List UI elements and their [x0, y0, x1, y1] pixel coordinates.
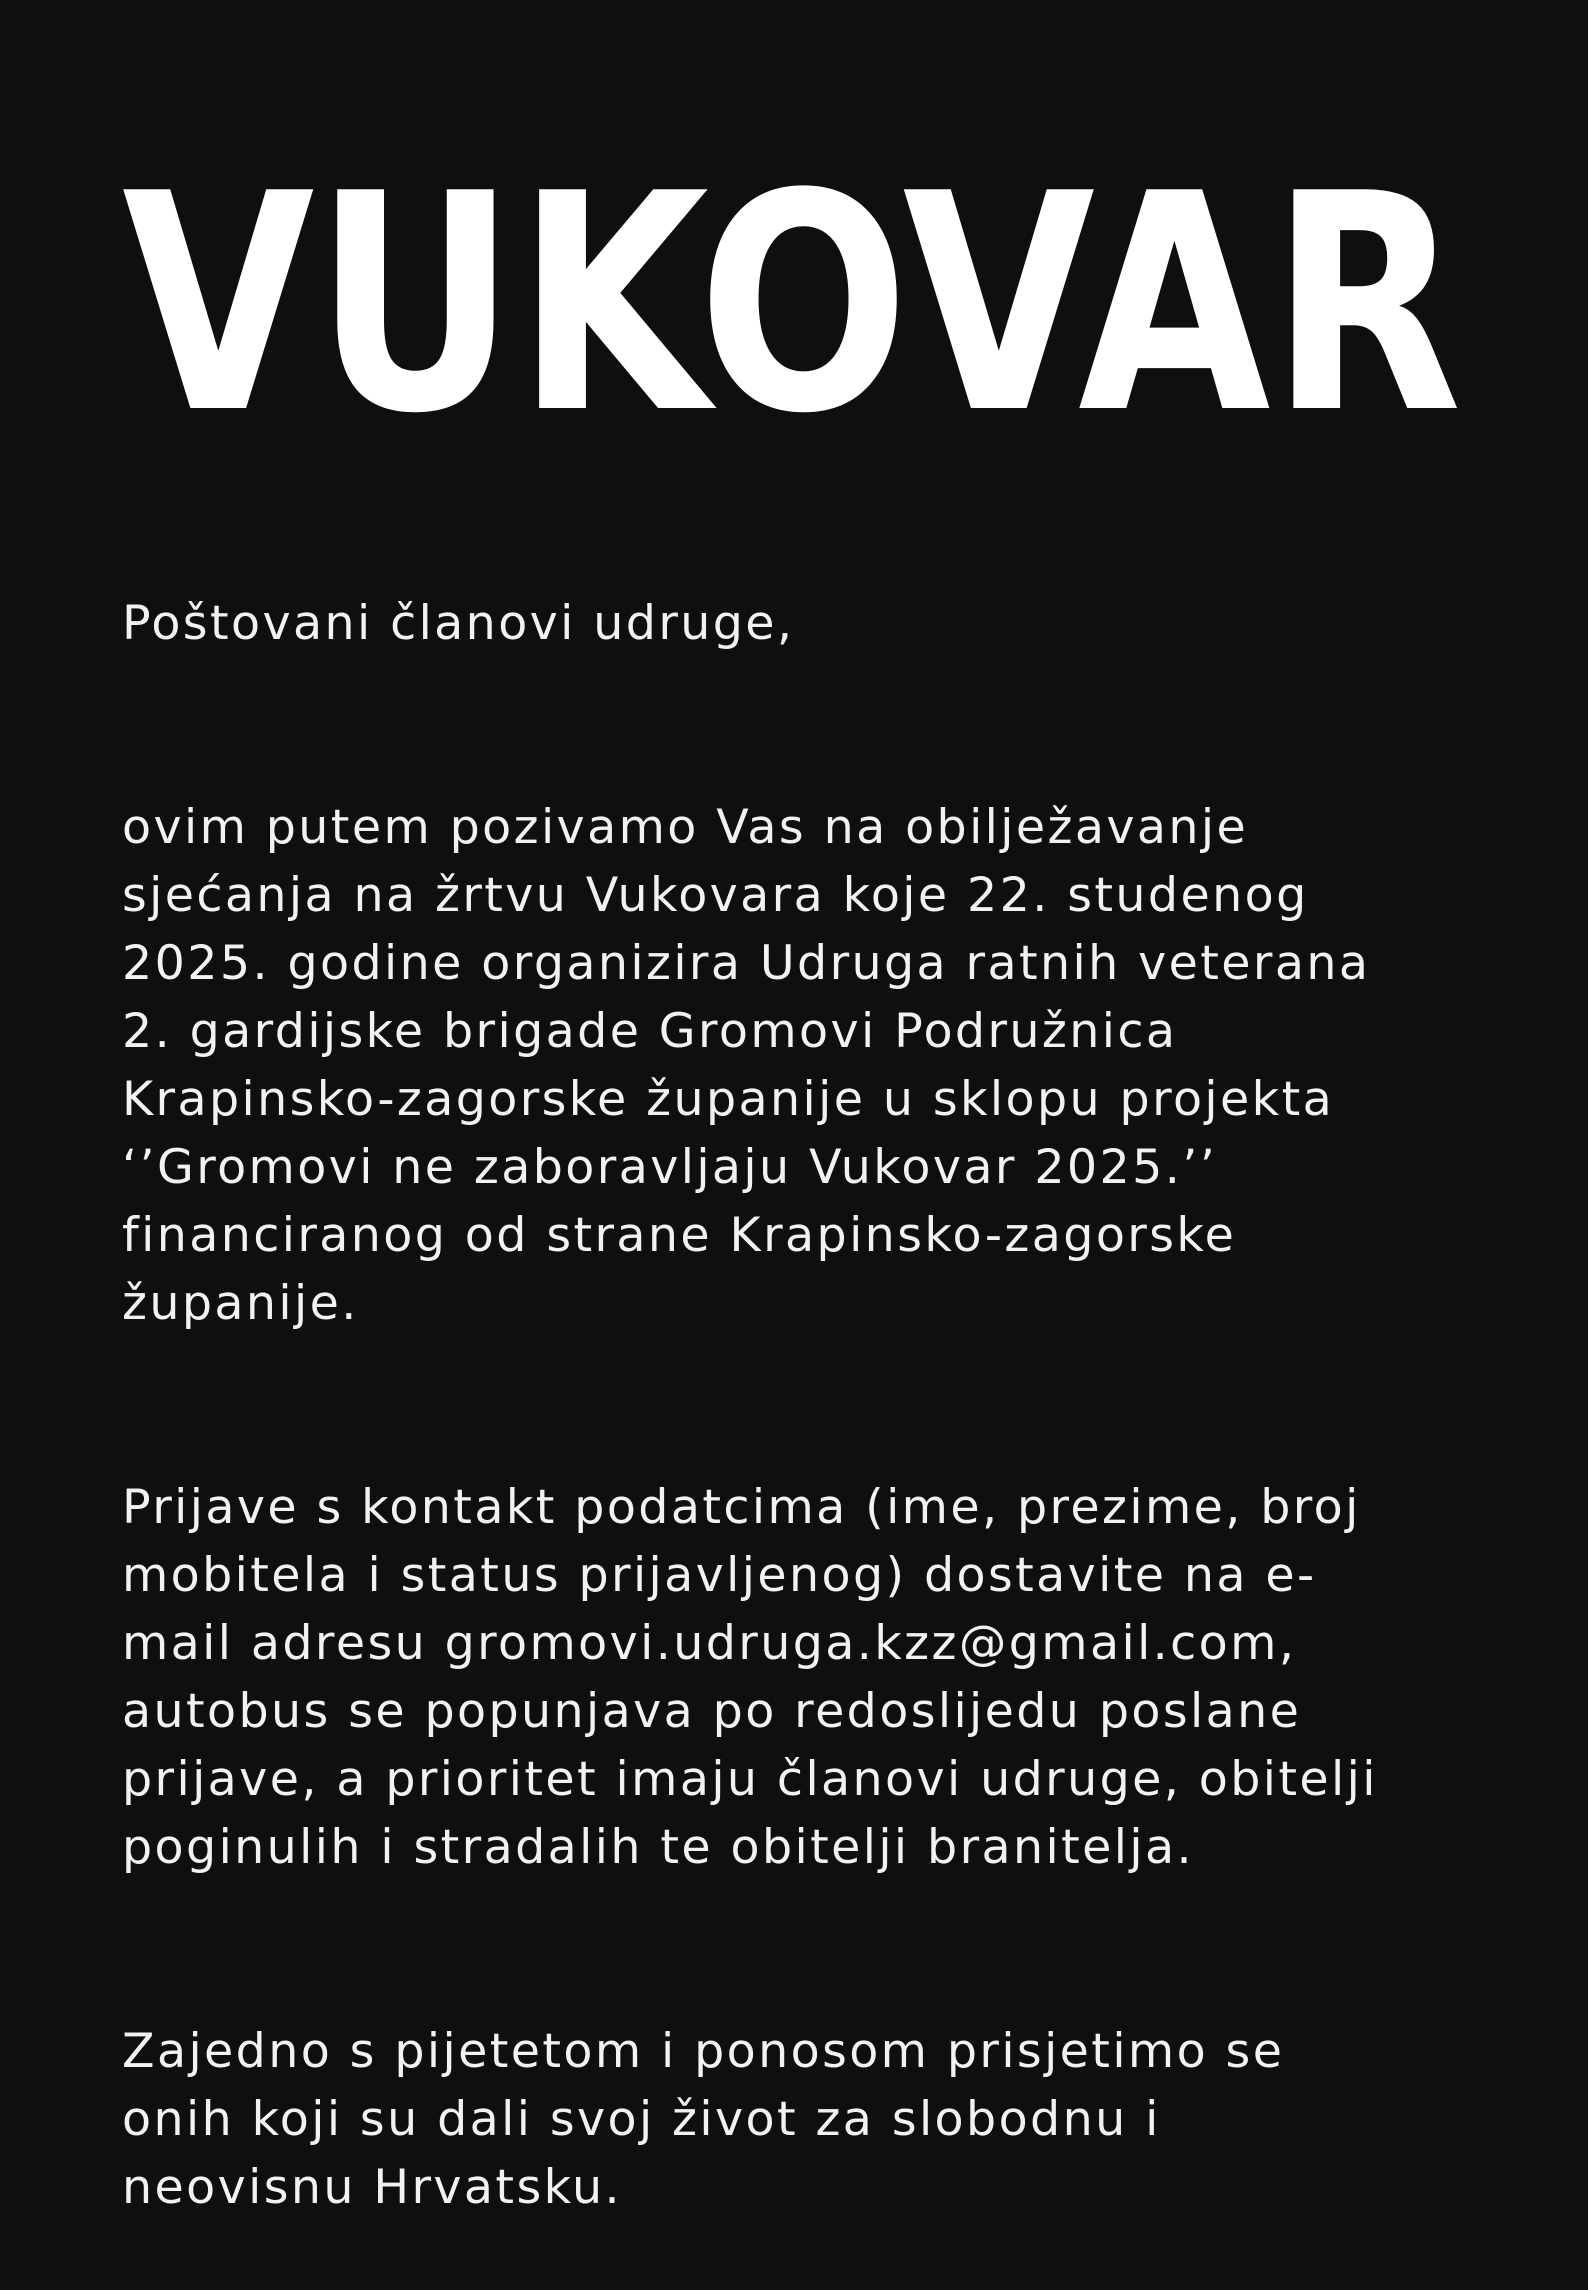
paragraph-closing: Zajedno s pijetetom i ponosom prisjetimo se onih koji su dali svoj život za slobodnu i neovisnu Hrvatsku. — [122, 2024, 1285, 2215]
headline-wordmark — [122, 130, 1462, 479]
headline-text: VUKOVAR — [122, 130, 1462, 479]
paragraph-invitation: ovim putem pozivamo Vas na obilježavanje sjećanja na žrtvu Vukovara koje 22. studenog 2025. godine organizira Udruga ratnih veterana 2. gardijske brigade Gromovi Podružnica Krapinsko-zagorske županije u sklopu projekta ‘’Gromovi ne zaboravljaju Vukovar 2025.’’ financiranog od strane Krapinsko-zagorske županije. — [122, 800, 1371, 1331]
greeting: Poštovani članovi udruge, — [122, 596, 795, 651]
paragraph-registration: Prijave s kontakt podatcima (ime, prezime, broj mobitela i status prijavljenog) dostavite na e- mail adresu gromovi.udruga.kzz@gmail.com, autobus se popunjava po redoslijedu poslane prijave, a prioritet imaju članovi udruge, obitelji poginulih i stradalih te obitelji branitelja. — [122, 1480, 1378, 1875]
letter-body — [122, 522, 1482, 2290]
headline-title — [122, 130, 1462, 479]
